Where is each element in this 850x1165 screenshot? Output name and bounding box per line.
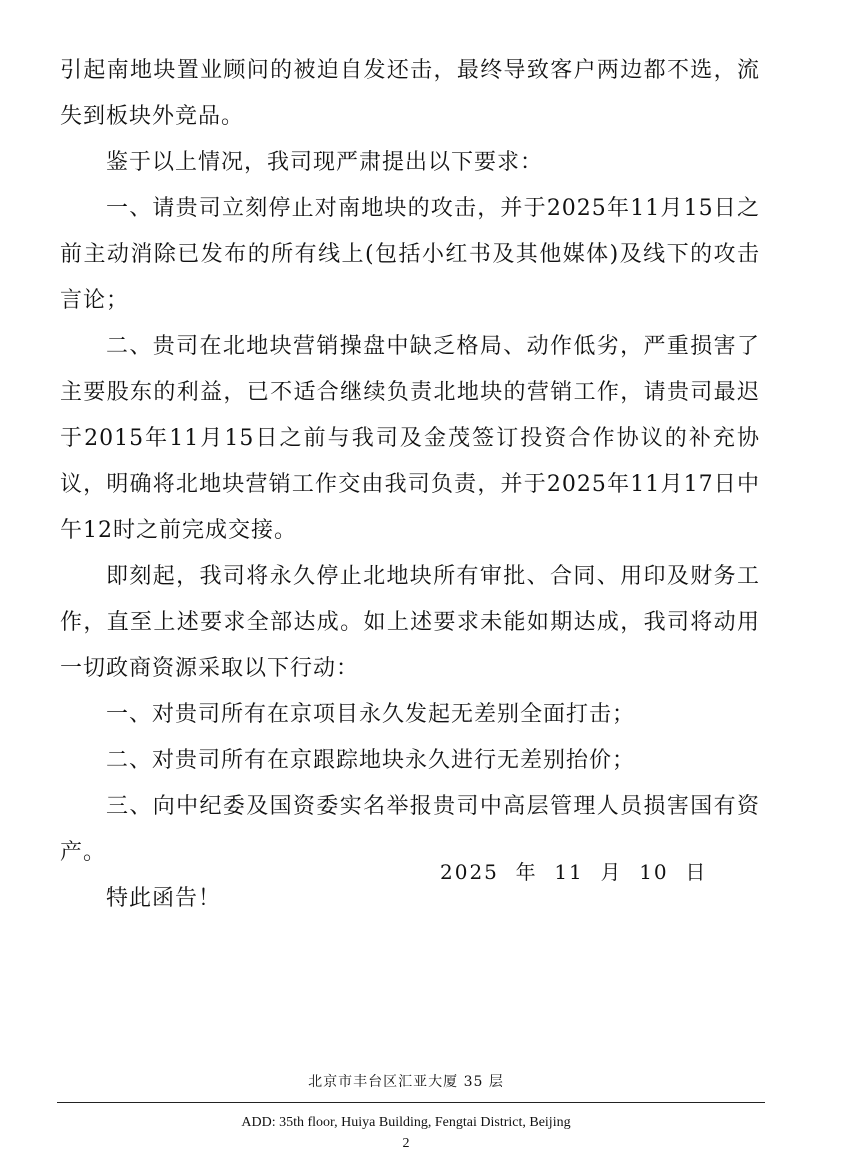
letter-paragraph-action-3: 三、向中纪委及国资委实名举报贵司中高层管理人员损害国有资产。	[60, 794, 760, 865]
letter-paragraph-preamble: 鉴于以上情况，我司现严肃提出以下要求：	[106, 150, 544, 175]
letter-paragraph-action-1: 一、对贵司所有在京项目永久发起无差别全面打击；	[106, 702, 636, 727]
letter-paragraph-demand-2: 二、贵司在北地块营销操盘中缺乏格局、动作低劣，严重损害了主要股东的利益，已不适合继续负责北地块的营销工作，请贵司最迟于2015年11月15日之前与我司及金茂签订投资合作协议的补充协议，明确将北地块营销工作交由我司负责，并于2025年11月17日中午12时之前完成交接。	[60, 334, 760, 543]
letter-paragraph-demand-1: 一、请贵司立刻停止对南地块的攻击，并于2025年11月15日之前主动消除已发布的所有线上(包括小红书及其他媒体)及线下的攻击言论；	[60, 196, 760, 313]
letter-paragraph-action-2: 二、对贵司所有在京跟踪地块永久进行无差别抬价；	[106, 748, 636, 773]
footer-address-cn: 北京市丰台区汇亚大厦 35 层	[308, 1074, 504, 1090]
page-number: 2	[402, 1136, 410, 1151]
letter-paragraph-continuation: 引起南地块置业顾问的被迫自发还击，最终导致客户两边都不选，流失到板块外竞品。	[60, 58, 760, 129]
letter-paragraph-closing: 特此函告！	[106, 886, 222, 911]
letter-paragraph-consequences: 即刻起，我司将永久停止北地块所有审批、合同、用印及财务工作，直至上述要求全部达成。如上述要求未能如期达成，我司将动用一切政商资源采取以下行动：	[60, 564, 760, 681]
footer-address-en: ADD: 35th floor, Huiya Building, Fengtai District, Beijing	[241, 1115, 571, 1130]
footer-divider	[57, 1102, 765, 1103]
letter-date: 2025 年 11 月 10 日	[440, 860, 708, 884]
letter-body	[60, 48, 760, 922]
